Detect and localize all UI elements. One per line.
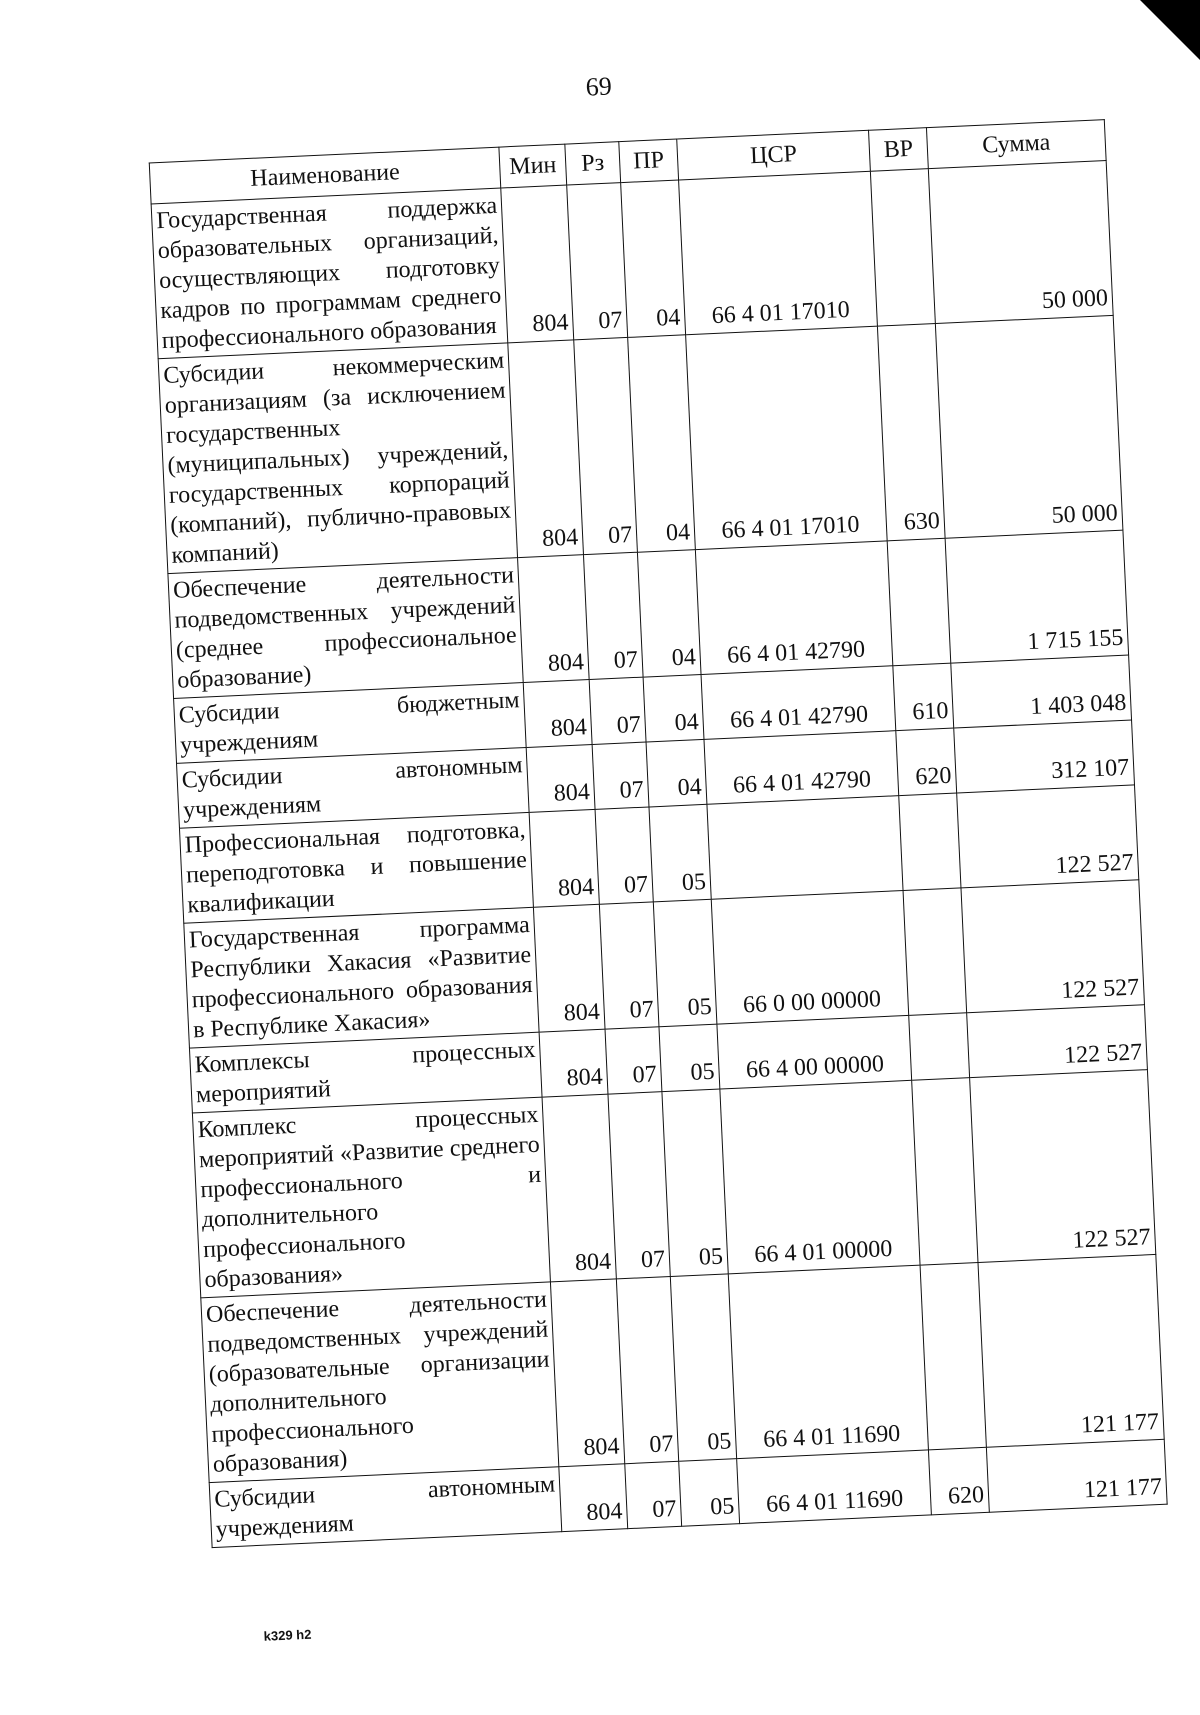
cell-rz: 07 [616, 1276, 678, 1463]
cell-pr: 05 [679, 1459, 740, 1527]
cell-vr: 620 [928, 1447, 989, 1515]
cell-name: Профессиональная подготовка, переподготовка и повышение квалификации [179, 812, 533, 923]
cell-rz: 07 [589, 677, 646, 744]
cell-sum: 122 527 [970, 1070, 1156, 1263]
cell-rz: 07 [605, 1027, 662, 1094]
cell-pr: 05 [653, 899, 717, 1027]
cell-pr: 05 [670, 1274, 736, 1461]
cell-min: 804 [542, 1094, 616, 1282]
header-name: Наименование [149, 147, 500, 204]
cell-csr: 66 4 00 00000 [717, 1015, 912, 1089]
cell-sum: 121 177 [986, 1439, 1167, 1512]
cell-vr [887, 538, 951, 666]
cell-vr [909, 1013, 970, 1081]
cell-rz: 07 [595, 807, 653, 904]
cell-name: Субсидии автономным учреждениям [209, 1467, 562, 1548]
cell-pr: 05 [659, 1024, 720, 1092]
cell-vr [899, 793, 961, 891]
header-min: Мин [499, 144, 567, 188]
cell-name: Субсидии бюджетным учреждениям [174, 683, 527, 764]
cell-sum: 50 000 [928, 161, 1113, 324]
cell-name: Субсидии некоммерческим организациям (за исключением государственных (муниципальных) учреждений, государственных корпораций (компаний), публично-правовых компаний) [158, 343, 517, 574]
cell-sum: 122 527 [957, 785, 1139, 888]
cell-csr: 66 4 01 17010 [686, 326, 888, 549]
cell-name: Комплексы процессных мероприятий [189, 1032, 542, 1113]
cell-vr [870, 169, 935, 326]
cell-csr: 66 4 01 11690 [737, 1450, 932, 1524]
cell-rz: 07 [599, 902, 659, 1029]
cell-vr: 630 [877, 323, 945, 540]
cell-min: 804 [508, 340, 584, 558]
cell-name: Обеспечение деятельности подведомственных учреждений (образовательные организации дополнительного профессионального образования) [201, 1282, 559, 1483]
cell-rz: 07 [567, 183, 628, 340]
cell-name: Государственная программа Республики Хакасия «Развитие профессионального образования в Республике Хакасия» [184, 907, 539, 1048]
cell-csr: 66 4 01 11690 [728, 1265, 928, 1459]
cell-vr: 610 [893, 663, 954, 731]
cell-rz: 07 [608, 1092, 670, 1279]
cell-pr: 04 [637, 550, 701, 678]
cell-name: Государственная поддержка образовательных организаций, осуществляющих подготовку кадров по программам среднего профессионального образования [151, 188, 508, 359]
cell-rz: 07 [574, 337, 638, 554]
cell-pr: 05 [662, 1089, 728, 1276]
cell-min: 804 [518, 555, 590, 683]
cell-csr: 66 4 01 00000 [720, 1080, 920, 1274]
header-sum: Сумма [926, 120, 1106, 169]
cell-pr: 05 [649, 804, 711, 902]
cell-pr: 04 [646, 739, 707, 807]
cell-vr [920, 1263, 986, 1450]
cell-sum: 50 000 [935, 315, 1123, 538]
cell-pr: 04 [621, 180, 686, 337]
cell-vr: 620 [896, 728, 957, 796]
header-pr: ПР [619, 139, 679, 183]
cell-min: 804 [529, 809, 599, 907]
cell-sum: 1 715 155 [945, 530, 1128, 663]
cell-sum: 1 403 048 [951, 655, 1132, 728]
cell-min: 804 [526, 744, 595, 812]
table-body [151, 161, 1167, 1548]
cell-csr: 66 4 01 17010 [679, 171, 878, 335]
cell-rz: 07 [625, 1461, 682, 1528]
cell-min: 804 [550, 1279, 624, 1467]
cell-min: 804 [539, 1029, 608, 1097]
cell-name: Обеспечение деятельности подведомственных учреждений (среднее профессиональное образование) [168, 558, 523, 699]
cell-csr: 66 0 00 00000 [711, 891, 908, 1025]
budget-table [149, 119, 1168, 1548]
cell-sum: 121 177 [978, 1254, 1164, 1447]
cell-csr: 66 4 01 42790 [704, 731, 899, 805]
cell-rz: 07 [592, 742, 649, 809]
header-rz: Рз [565, 142, 621, 185]
cell-csr [707, 796, 903, 900]
header-csr: ЦСР [677, 130, 871, 180]
header-vr: ВР [869, 128, 929, 172]
cell-csr: 66 4 01 42790 [701, 666, 896, 740]
cell-min: 804 [559, 1464, 628, 1532]
page-number: 69 [585, 71, 613, 102]
cell-min: 804 [523, 680, 592, 748]
cell-vr [912, 1078, 978, 1265]
cell-min: 804 [501, 185, 574, 343]
cell-sum: 312 107 [954, 720, 1135, 793]
cell-vr [903, 888, 967, 1016]
cell-pr: 04 [628, 335, 696, 552]
cell-pr: 04 [643, 674, 704, 742]
cell-name: Субсидии автономным учреждениям [177, 747, 530, 828]
footer-code: k329 h2 [263, 1626, 312, 1644]
cell-csr: 66 4 01 42790 [695, 541, 892, 675]
cell-min: 804 [533, 904, 605, 1032]
cell-sum: 122 527 [961, 880, 1144, 1013]
table-row [158, 315, 1123, 573]
cell-sum: 122 527 [967, 1005, 1148, 1078]
cell-name: Комплекс процессных мероприятий «Развитие среднего профессионального и дополнительного профессионального образования» [192, 1097, 550, 1298]
cell-rz: 07 [583, 552, 643, 679]
